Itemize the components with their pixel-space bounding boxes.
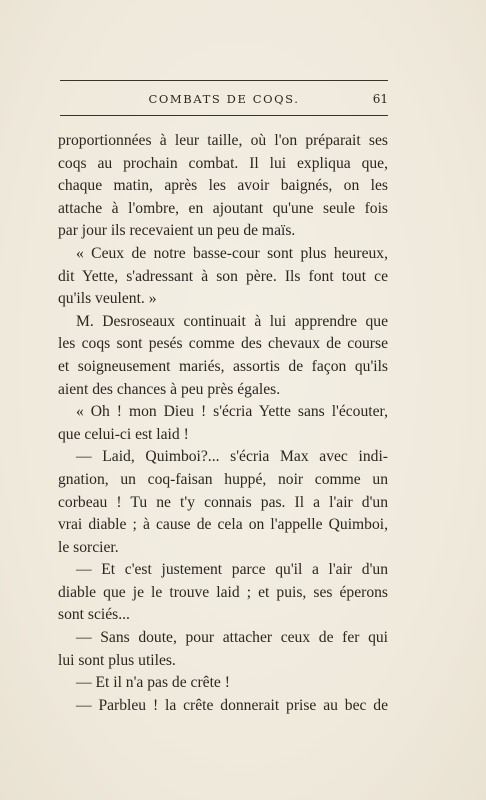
text-line: diable que je le trouve laid ; et puis, ses éperons [58,583,388,601]
text-line: attache à l'ombre, en ajoutant qu'une seule fois [58,199,388,217]
text-line: M. Desroseaux continuait à lui apprendre que [76,312,388,330]
page-number: 61 [372,92,388,106]
text-line: — Et c'est justement parce qu'il a l'air d'un [76,561,388,579]
header-rule-top [60,80,388,81]
text-line: sont sciés... [58,606,130,624]
paragraph [58,311,388,401]
text-line: qu'ils veulent. » [58,290,157,308]
text-line: aient des chances à peu près égales. [58,380,281,398]
text-line: que celui-ci est laid ! [58,425,189,443]
header-rule-bottom [60,115,388,116]
text-line: corbeau ! Tu ne t'y connais pas. Il a l'air d'un [58,493,388,511]
text-line: chaque matin, après les avoir baignés, on les [58,177,388,195]
paragraph [58,401,388,446]
text-line: « Ceux de notre basse-cour sont plus heureux, [76,244,388,262]
paragraph [58,243,388,311]
paragraph [58,672,388,695]
paragraph [58,446,388,559]
paragraph [58,130,388,243]
text-line: les coqs sont pesés comme des chevaux de course [58,335,388,353]
body-text [58,130,388,717]
paragraph [58,627,388,672]
text-line: coqs au prochain combat. Il lui expliqua que, [58,154,388,172]
paragraph [58,695,388,718]
text-line: — Laid, Quimboi?... s'écria Max avec indi- [76,448,388,466]
text-line: gnation, un coq-faisan huppé, noir comme un [58,470,388,488]
text-line: vrai diable ; à cause de cela on l'appelle Quimboi, [58,516,388,534]
text-line: « Oh ! mon Dieu ! s'écria Yette sans l'écouter, [76,403,388,421]
text-line: — Sans doute, pour attacher ceux de fer qui [76,629,388,647]
running-title: COMBATS DE COQS. [148,92,300,106]
text-line: lui sont plus utiles. [58,651,176,669]
text-line: proportionnées à leur taille, où l'on préparait ses [58,132,388,149]
text-line: — Et il n'a pas de crête ! [76,674,230,692]
paragraph [58,559,388,627]
text-line: dit Yette, s'adressant à son père. Ils font tout ce [58,267,388,285]
text-line: par jour ils recevaient un peu de maïs. [58,222,296,240]
text-line: et soigneusement mariés, assortis de façon qu'ils [58,357,388,375]
text-line: le sorcier. [58,538,119,556]
running-head [60,90,388,108]
text-line: — Parbleu ! la crête donnerait prise au bec de [76,696,388,714]
